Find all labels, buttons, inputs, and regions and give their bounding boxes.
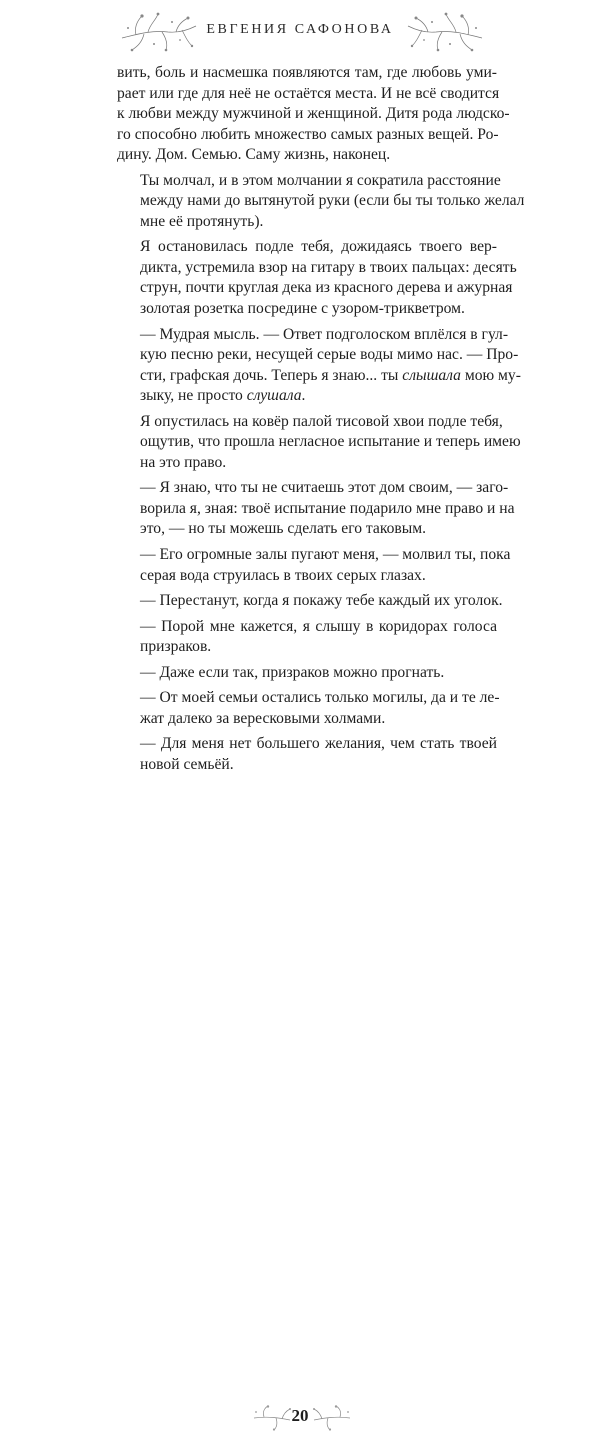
text-line: между нами до вытянутой руки (если бы ты только желал (140, 192, 525, 210)
text-line: на это право. (140, 453, 227, 471)
paragraph (117, 171, 525, 233)
paragraph (117, 63, 510, 166)
italic-word: слушала (246, 387, 302, 405)
page-number: 20 (291, 1406, 309, 1425)
paragraph (117, 663, 497, 684)
text-run: мою му- (460, 366, 521, 384)
text-line: — Для меня нет большего желания, чем стать твоей (140, 735, 497, 753)
paragraph (117, 478, 515, 540)
paragraph (117, 325, 521, 407)
text-line: кую песню реки, несущей серые воды мимо нас. — Про- (140, 346, 519, 364)
text-line: — Даже если так, призраков можно прогнать. (140, 663, 445, 681)
text-line (117, 366, 521, 387)
text-line: — Порой мне кажется, я слышу в коридорах голоса (140, 617, 497, 635)
text-line: рает или где для неё не остаётся места. И не всё сводится (117, 84, 500, 102)
text-line: новой семьёй. (140, 755, 234, 773)
text-line: го способно любить множество самых разных вещей. Ро- (117, 125, 499, 143)
text-line: — Я знаю, что ты не считаешь этот дом своим, — заго- (140, 479, 509, 497)
text-line: дину. Дом. Семью. Саму жизнь, наконец. (117, 146, 391, 164)
text-line: призраков. (140, 638, 212, 656)
text-run: зыку, не просто (140, 387, 247, 405)
text-line: Я остановилась подле тебя, дожидаясь твоего вер- (140, 238, 497, 256)
text-line: серая вода струилась в твоих серых глазах. (140, 566, 426, 584)
text-line: — От моей семьи остались только могилы, да и те ле- (140, 689, 500, 707)
text-line: жат далеко за вересковыми холмами. (140, 709, 386, 727)
text-line: золотая розетка посредине с узором-трикветром. (140, 300, 465, 318)
text-line: вить, боль и насмешка появляются там, где любовь уми- (117, 64, 497, 81)
text-line: — Его огромные залы пугают меня, — молвил ты, пока (140, 546, 511, 564)
text-line: — Перестанут, когда я покажу тебе каждый их уголок. (140, 592, 503, 610)
floral-sprig-icon (406, 8, 486, 56)
italic-word: слышала (402, 366, 461, 384)
paragraph (117, 617, 497, 658)
text-line: ворила я, зная: твоё испытание подарило мне право и на (140, 499, 515, 517)
leaf-fleuron-icon (312, 1404, 354, 1432)
text-line: это, — но ты можешь сделать его таковым. (140, 520, 427, 538)
text-line: к любви между мужчиной и женщиной. Дитя рода людско- (117, 105, 510, 123)
text-run: . (301, 387, 306, 405)
running-header (0, 0, 600, 60)
text-line (117, 386, 497, 407)
text-line: струн, почти круглая дека из красного дерева и ажурная (140, 279, 513, 297)
text-line: дикта, устремила взор на гитару в твоих пальцах: десять (140, 258, 517, 276)
text-line: Ты молчал, и в этом молчании я сократила расстояние (140, 171, 501, 189)
paragraph (117, 591, 503, 612)
body-text (117, 63, 525, 781)
author-name: ЕВГЕНИЯ САФОНОВА (206, 22, 394, 37)
text-line: Я опустилась на ковёр палой тисовой хвои подле тебя, (140, 412, 503, 430)
paragraph (117, 412, 521, 474)
text-line: — Мудрая мысль. — Ответ подголоском вплёлся в гул- (140, 325, 509, 343)
text-line: мне её протянуть). (140, 212, 264, 230)
text-run: сти, графская дочь. Теперь я знаю... ты (140, 366, 403, 384)
paragraph (117, 734, 497, 775)
text-line: ощутив, что прошла негласное испытание и теперь имею (140, 433, 521, 451)
paragraph (117, 545, 511, 586)
paragraph (117, 237, 517, 319)
